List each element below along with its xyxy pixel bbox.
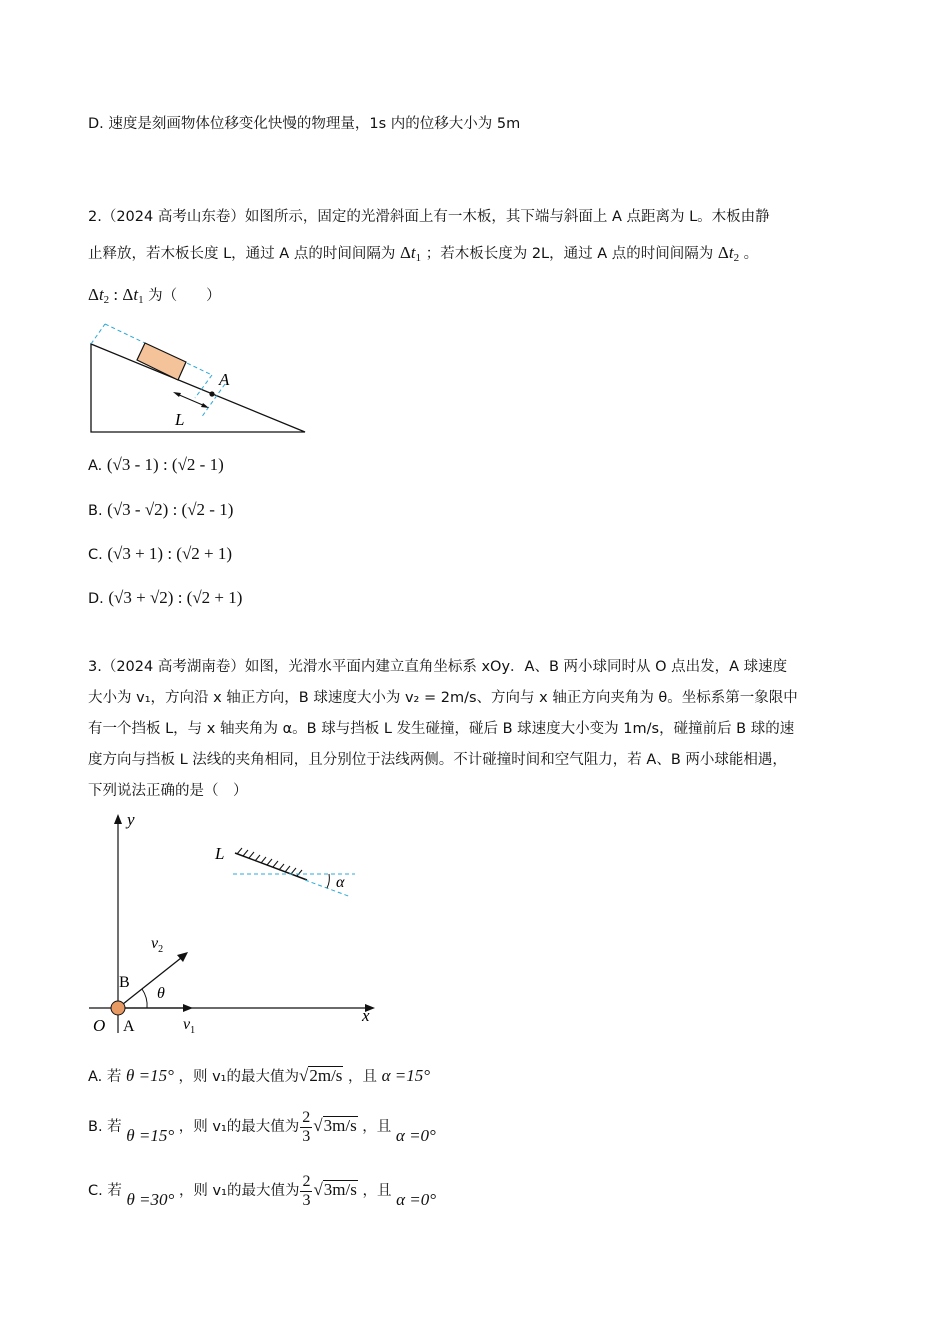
q2-stem-line3-text: 为（ ） bbox=[148, 288, 221, 304]
q3-option-a bbox=[88, 1064, 430, 1089]
label-a: A bbox=[123, 1018, 135, 1035]
q3-option-b-mid: ，则 v₁的最大值为 bbox=[178, 1119, 300, 1135]
q3-option-c-letter: C. 若 bbox=[88, 1183, 122, 1199]
q3-option-b bbox=[88, 1104, 436, 1158]
alpha-label: α bbox=[336, 874, 345, 891]
q2-delta-t2: $\Delta t_2$ bbox=[717, 243, 740, 264]
q3-option-a-value: 2m/s bbox=[309, 1066, 343, 1085]
q3-coordinate-diagram bbox=[85, 808, 385, 1040]
q2-option-b-letter: B. bbox=[88, 503, 103, 519]
v1-label: $v_1$ bbox=[183, 1016, 196, 1036]
q3-option-a-letter: A. 若 bbox=[88, 1069, 122, 1085]
q2-stem-line2-text-c: 。 bbox=[743, 246, 759, 262]
q2-stem-line3 bbox=[88, 285, 221, 310]
point-a-label: A bbox=[219, 370, 230, 389]
board-l bbox=[235, 853, 307, 880]
q2-option-d-expr: (√3 + √2) : (√2 + 1) bbox=[108, 588, 243, 607]
q2-stem-line1: 2.（2024 高考山东卷）如图所示，固定的光滑斜面上有一木板，其下端与斜面上 A 点距离为 L。木板由静 bbox=[88, 209, 770, 225]
q2-option-c-expr: (√3 + 1) : (√2 + 1) bbox=[107, 544, 233, 563]
q3-stem-line5: 下列说法正确的是（ ） bbox=[88, 783, 248, 799]
q3-option-c-mid: ，则 v₁的最大值为 bbox=[178, 1183, 300, 1199]
q3-option-c bbox=[88, 1168, 436, 1222]
q3-stem-line1: 3.（2024 高考湖南卷）如图，光滑水平面内建立直角坐标系 xOy．A、B 两小球同时从 O 点出发，A 球速度 bbox=[88, 659, 788, 675]
q3-option-a-mid: ，则 v₁的最大值为 bbox=[178, 1069, 299, 1085]
q2-option-c bbox=[88, 544, 232, 565]
incline-triangle bbox=[91, 344, 305, 432]
q2-incline-diagram bbox=[85, 318, 315, 438]
q3-option-a-mid2: ，且 bbox=[348, 1069, 378, 1085]
q3-option-a-theta: θ =15° bbox=[126, 1066, 174, 1085]
q3-option-c-value: 3m/s bbox=[323, 1180, 357, 1199]
board-l-label: L bbox=[215, 844, 225, 863]
q3-option-c-theta: θ =30° bbox=[126, 1190, 175, 1209]
q2-ratio: $\Delta t_2$ : $\Delta t_1$ bbox=[88, 285, 144, 306]
q2-stem-line2-text-b: ；若木板长度为 2L，通过 A 点的时间间隔为 bbox=[425, 246, 714, 262]
q3-option-c-fraction: $\frac{2}{3}$ bbox=[302, 1172, 311, 1209]
length-l-label: L bbox=[175, 410, 185, 429]
point-a-dot bbox=[209, 391, 214, 396]
q2-option-c-letter: C. bbox=[88, 547, 103, 563]
wooden-board bbox=[137, 343, 186, 380]
v2-label: $v_2$ bbox=[151, 935, 164, 955]
q3-option-a-sqrt: √ bbox=[299, 1066, 309, 1085]
q2-option-a-expr: (√3 - 1) : (√2 - 1) bbox=[106, 455, 224, 474]
q3-option-a-alpha: α =15° bbox=[381, 1066, 431, 1085]
q2-option-b-expr: (√3 - √2) : (√2 - 1) bbox=[107, 500, 234, 519]
q3-stem-line3: 有一个挡板 L，与 x 轴夹角为 α。B 球与挡板 L 发生碰撞，碰后 B 球速度大小变为 1m/s，碰撞前后 B 球的速 bbox=[88, 721, 795, 737]
q3-stem-line4: 度方向与挡板 L 法线的夹角相同，且分别位于法线两侧。不计碰撞时间和空气阻力，若 A、B 两小球能相遇， bbox=[88, 752, 787, 768]
q2-stem-line2 bbox=[88, 243, 758, 268]
label-b: B bbox=[119, 974, 130, 991]
q2-option-a-letter: A. bbox=[88, 458, 103, 474]
theta-label: θ bbox=[157, 985, 165, 1002]
q3-option-c-alpha: α =0° bbox=[396, 1190, 437, 1209]
q1-option-d: D. 速度是刻画物体位移变化快慢的物理量，1s 内的位移大小为 5m bbox=[88, 116, 521, 132]
ball bbox=[111, 1001, 125, 1015]
q2-option-d-letter: D. bbox=[88, 591, 104, 607]
x-axis-label: x bbox=[362, 1006, 370, 1025]
q2-stem-line2-text-a: 止释放，若木板长度 L，通过 A 点的时间间隔为 bbox=[88, 246, 396, 262]
q2-option-d bbox=[88, 588, 242, 609]
y-axis-label: y bbox=[127, 810, 135, 829]
q3-option-b-theta: θ =15° bbox=[126, 1126, 175, 1145]
q3-option-b-mid2: ，且 bbox=[362, 1119, 392, 1135]
q3-option-b-fraction: $\frac{2}{3}$ bbox=[302, 1108, 311, 1145]
q2-delta-t1: $\Delta t_1$ bbox=[399, 243, 422, 264]
q3-option-c-sqrt: √ bbox=[313, 1180, 323, 1199]
q3-option-b-value: 3m/s bbox=[323, 1116, 357, 1135]
q3-option-b-letter: B. 若 bbox=[88, 1119, 122, 1135]
label-o: O bbox=[93, 1016, 106, 1035]
q3-option-c-mid2: ，且 bbox=[362, 1183, 392, 1199]
q3-option-b-sqrt: √ bbox=[313, 1116, 323, 1135]
q3-stem-line2: 大小为 v₁，方向沿 x 轴正方向，B 球速度大小为 v₂ = 2m/s、方向与 x 轴正方向夹角为 θ。坐标系第一象限中 bbox=[88, 690, 798, 706]
q3-option-b-alpha: α =0° bbox=[395, 1126, 436, 1145]
q2-option-a bbox=[88, 455, 224, 476]
q2-option-b bbox=[88, 500, 233, 521]
